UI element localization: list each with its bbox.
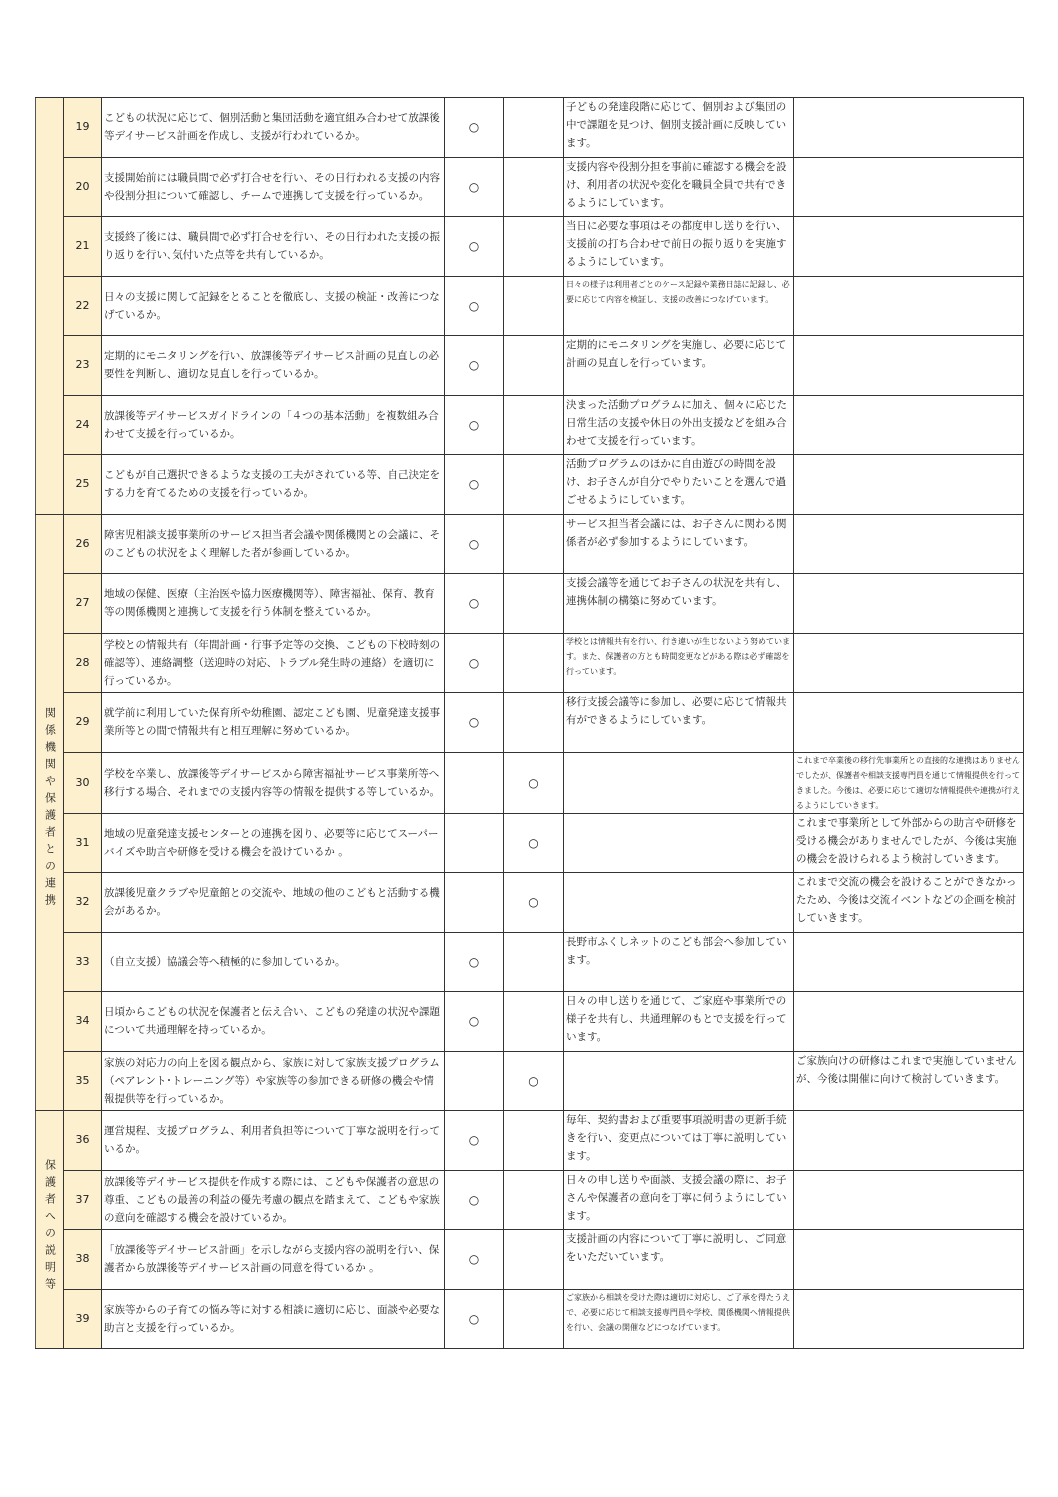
item-number: 21: [64, 217, 102, 277]
item-number: 37: [64, 1170, 102, 1230]
table-row: [36, 217, 1024, 277]
table-row: [36, 633, 1024, 693]
item-number: 31: [64, 813, 102, 873]
improvement-text: [794, 1170, 1024, 1230]
explanation-text: 学校とは情報共有を行い、行き違いが生じないよう努めています。また、保護者の方とも時間変更などがある際は必ず確認を行っています。: [564, 633, 794, 693]
item-number: 26: [64, 514, 102, 574]
table-row: [36, 1230, 1024, 1290]
item-number: 23: [64, 336, 102, 396]
no-mark: [504, 1289, 564, 1349]
question-text: 「放課後等デイサービス計画」を示しながら支援内容の説明を行い、保護者から放課後等デイサービス計画の同意を得ているか 。: [102, 1230, 445, 1290]
table-row: [36, 992, 1024, 1052]
category-cell: [36, 1111, 64, 1349]
table-row: [36, 1111, 1024, 1171]
no-mark: [504, 1170, 564, 1230]
explanation-text: 毎年、契約書および重要事項説明書の更新手続きを行い、変更点については丁寧に説明しています。: [564, 1111, 794, 1171]
improvement-text: [794, 455, 1024, 515]
no-mark: [504, 157, 564, 217]
explanation-text: 日々の様子は利用者ごとのケース記録や業務日誌に記録し、必要に応じて内容を検証し、支援の改善につなげています。: [564, 276, 794, 336]
no-mark: [504, 98, 564, 158]
question-text: 日頃からこどもの状況を保護者と伝え合い、こどもの発達の状況や課題について共通理解を持っているか。: [102, 992, 445, 1052]
question-text: こどもの状況に応じて、個別活動と集団活動を適宜組み合わせて放課後等デイサービス計画を作成し、支援が行われているか。: [102, 98, 445, 158]
explanation-text: [564, 1051, 794, 1111]
improvement-text: [794, 395, 1024, 455]
item-number: 39: [64, 1289, 102, 1349]
explanation-text: 日々の申し送りを通じて、ご家庭や事業所での様子を共有し、共通理解のもとで支援を行っています。: [564, 992, 794, 1052]
no-mark: [504, 932, 564, 992]
category-cell: [36, 98, 64, 515]
no-mark: [504, 574, 564, 634]
table-body: [36, 98, 1024, 1349]
explanation-text: 支援内容や役割分担を事前に確認する機会を設け、利用者の状況や変化を職員全員で共有できるようにしています。: [564, 157, 794, 217]
improvement-text: [794, 276, 1024, 336]
table-row: [36, 752, 1024, 813]
explanation-text: 支援会議等を通じてお子さんの状況を共有し、連携体制の構築に努めています。: [564, 574, 794, 634]
question-text: 学校を卒業し、放課後等デイサービスから障害福祉サービス事業所等へ移行する場合、それまでの支援内容等の情報を提供する等しているか。: [102, 752, 445, 813]
no-mark: [504, 693, 564, 753]
yes-mark: ○: [445, 217, 504, 277]
table-row: [36, 157, 1024, 217]
no-mark: [504, 992, 564, 1052]
explanation-text: [564, 813, 794, 873]
improvement-text: これまで事業所として外部からの助言や研修を受ける機会がありませんでしたが、今後は実施の機会を設けられるよう検討していきます。: [794, 813, 1024, 873]
improvement-text: [794, 633, 1024, 693]
no-mark: [504, 217, 564, 277]
no-mark: [504, 395, 564, 455]
item-number: 19: [64, 98, 102, 158]
table-row: [36, 1170, 1024, 1230]
explanation-text: 子どもの発達段階に応じて、個別および集団の中で課題を見つけ、個別支援計画に反映しています。: [564, 98, 794, 158]
improvement-text: [794, 1289, 1024, 1349]
yes-mark: ○: [445, 514, 504, 574]
item-number: 33: [64, 932, 102, 992]
yes-mark: ○: [445, 1111, 504, 1171]
yes-mark: [445, 813, 504, 873]
item-number: 22: [64, 276, 102, 336]
yes-mark: ○: [445, 157, 504, 217]
question-text: （自立支援）協議会等へ積極的に参加しているか。: [102, 932, 445, 992]
question-text: 障害児相談支援事業所のサービス担当者会議や関係機関との会議に、そのこどもの状況をよく理解した者が参画しているか。: [102, 514, 445, 574]
no-mark: [504, 1230, 564, 1290]
table-row: [36, 455, 1024, 515]
yes-mark: [445, 1051, 504, 1111]
item-number: 34: [64, 992, 102, 1052]
no-mark: [504, 633, 564, 693]
table-row: [36, 276, 1024, 336]
category-label: 関係機関や保護者との連携: [43, 707, 57, 912]
no-mark: [504, 1111, 564, 1171]
question-text: 定期的にモニタリングを行い、放課後等デイサービス計画の見直しの必要性を判断し、適切な見直しを行っているか。: [102, 336, 445, 396]
no-mark: ○: [504, 873, 564, 933]
improvement-text: ご家族向けの研修はこれまで実施していませんが、今後は開催に向けて検討していきます。: [794, 1051, 1024, 1111]
explanation-text: 活動プログラムのほかに自由遊びの時間を設け、お子さんが自分でやりたいことを選んで過ごせるようにしています。: [564, 455, 794, 515]
question-text: 地域の児童発達支援センターとの連携を図り、必要等に応じてスーパーバイズや助言や研修を受ける機会を設けているか 。: [102, 813, 445, 873]
category-label: 保護者への説明等: [43, 1158, 57, 1295]
table-row: [36, 873, 1024, 933]
yes-mark: [445, 873, 504, 933]
yes-mark: [445, 752, 504, 813]
improvement-text: [794, 336, 1024, 396]
yes-mark: ○: [445, 932, 504, 992]
item-number: 28: [64, 633, 102, 693]
table-row: [36, 1051, 1024, 1111]
question-text: 家族の対応力の向上を図る観点から、家族に対して家族支援プログラム（ペアレント･トレーニング等）や家族等の参加できる研修の機会や情報提供等を行っているか。: [102, 1051, 445, 1111]
explanation-text: 長野市ふくしネットのこども部会へ参加しています。: [564, 932, 794, 992]
question-text: こどもが自己選択できるような支援の工夫がされている等、自己決定をする力を育てるための支援を行っているか。: [102, 455, 445, 515]
yes-mark: ○: [445, 276, 504, 336]
table-row: [36, 813, 1024, 873]
improvement-text: これまで交流の機会を設けることができなかったため、今後は交流イベントなどの企画を検討していきます。: [794, 873, 1024, 933]
table-row: [36, 514, 1024, 574]
no-mark: [504, 276, 564, 336]
explanation-text: ご家族から相談を受けた際は適切に対応し、ご了承を得たうえで、必要に応じて相談支援専門員や学校、関係機関へ情報提供を行い、会議の開催などにつなげています。: [564, 1289, 794, 1349]
table-row: [36, 932, 1024, 992]
question-text: 放課後等デイサービス提供を作成する際には、こどもや保護者の意思の尊重、こどもの最善の利益の優先考慮の観点を踏まえて、こどもや家族の意向を確認する機会を設けているか。: [102, 1170, 445, 1230]
explanation-text: 当日に必要な事項はその都度申し送りを行い、支援前の打ち合わせで前日の振り返りを実施するようにしています。: [564, 217, 794, 277]
yes-mark: ○: [445, 455, 504, 515]
no-mark: ○: [504, 813, 564, 873]
table-row: [36, 336, 1024, 396]
improvement-text: これまで卒業後の移行先事業所との直接的な連携はありませんでしたが、保護者や相談支援専門員を通じて情報提供を行ってきました。今後は、必要に応じて適切な情報提供や連携が行えるようにしていきます。: [794, 752, 1024, 813]
improvement-text: [794, 514, 1024, 574]
table-row: [36, 693, 1024, 753]
item-number: 32: [64, 873, 102, 933]
table-row: [36, 1289, 1024, 1349]
improvement-text: [794, 574, 1024, 634]
no-mark: [504, 455, 564, 515]
question-text: 支援終了後には、職員間で必ず打合せを行い、その日行われた支援の振り返りを行い､気付いた点等を共有しているか。: [102, 217, 445, 277]
yes-mark: ○: [445, 395, 504, 455]
explanation-text: 支援計画の内容について丁寧に説明し、ご同意をいただいています。: [564, 1230, 794, 1290]
explanation-text: サービス担当者会議には、お子さんに関わる関係者が必ず参加するようにしています。: [564, 514, 794, 574]
item-number: 36: [64, 1111, 102, 1171]
item-number: 24: [64, 395, 102, 455]
category-cell: [36, 514, 64, 1111]
improvement-text: [794, 98, 1024, 158]
question-text: 地域の保健、医療（主治医や協力医療機関等）、障害福祉、保育、教育等の関係機関と連携して支援を行う体制を整えているか。: [102, 574, 445, 634]
improvement-text: [794, 932, 1024, 992]
item-number: 29: [64, 693, 102, 753]
question-text: 支援開始前には職員間で必ず打合せを行い、その日行われる支援の内容や役割分担について確認し、チームで連携して支援を行っているか。: [102, 157, 445, 217]
question-text: 放課後児童クラブや児童館との交流や、地域の他のこどもと活動する機会があるか。: [102, 873, 445, 933]
yes-mark: ○: [445, 1230, 504, 1290]
item-number: 27: [64, 574, 102, 634]
question-text: 学校との情報共有（年間計画・行事予定等の交換、こどもの下校時刻の確認等）、連絡調整（送迎時の対応、トラブル発生時の連絡）を適切に行っているか。: [102, 633, 445, 693]
yes-mark: ○: [445, 693, 504, 753]
yes-mark: ○: [445, 574, 504, 634]
yes-mark: ○: [445, 1170, 504, 1230]
improvement-text: [794, 1111, 1024, 1171]
explanation-text: 日々の申し送りや面談、支援会議の際に、お子さんや保護者の意向を丁寧に伺うようにしています。: [564, 1170, 794, 1230]
yes-mark: ○: [445, 992, 504, 1052]
table-row: [36, 395, 1024, 455]
question-text: 放課後等デイサービスガイドラインの「４つの基本活動」を複数組み合わせて支援を行っているか。: [102, 395, 445, 455]
improvement-text: [794, 217, 1024, 277]
yes-mark: ○: [445, 336, 504, 396]
table-row: [36, 98, 1024, 158]
item-number: 38: [64, 1230, 102, 1290]
improvement-text: [794, 157, 1024, 217]
item-number: 20: [64, 157, 102, 217]
explanation-text: [564, 873, 794, 933]
explanation-text: [564, 752, 794, 813]
no-mark: ○: [504, 752, 564, 813]
improvement-text: [794, 693, 1024, 753]
yes-mark: ○: [445, 633, 504, 693]
improvement-text: [794, 992, 1024, 1052]
no-mark: [504, 336, 564, 396]
question-text: 就学前に利用していた保育所や幼稚園、認定こども園、児童発達支援事業所等との間で情報共有と相互理解に努めているか。: [102, 693, 445, 753]
explanation-text: 移行支援会議等に参加し、必要に応じて情報共有ができるようにしています。: [564, 693, 794, 753]
self-evaluation-table: [35, 97, 1024, 1349]
explanation-text: 決まった活動プログラムに加え、個々に応じた日常生活の支援や休日の外出支援などを組み合わせて支援を行っています。: [564, 395, 794, 455]
question-text: 家族等からの子育ての悩み等に対する相談に適切に応じ、面談や必要な助言と支援を行っているか。: [102, 1289, 445, 1349]
table-row: [36, 574, 1024, 634]
improvement-text: [794, 1230, 1024, 1290]
question-text: 日々の支援に関して記録をとることを徹底し、支援の検証・改善につなげているか。: [102, 276, 445, 336]
item-number: 35: [64, 1051, 102, 1111]
item-number: 30: [64, 752, 102, 813]
yes-mark: ○: [445, 98, 504, 158]
no-mark: [504, 514, 564, 574]
question-text: 運営規程、支援プログラム、利用者負担等について丁寧な説明を行っているか。: [102, 1111, 445, 1171]
item-number: 25: [64, 455, 102, 515]
explanation-text: 定期的にモニタリングを実施し、必要に応じて計画の見直しを行っています。: [564, 336, 794, 396]
yes-mark: ○: [445, 1289, 504, 1349]
no-mark: ○: [504, 1051, 564, 1111]
